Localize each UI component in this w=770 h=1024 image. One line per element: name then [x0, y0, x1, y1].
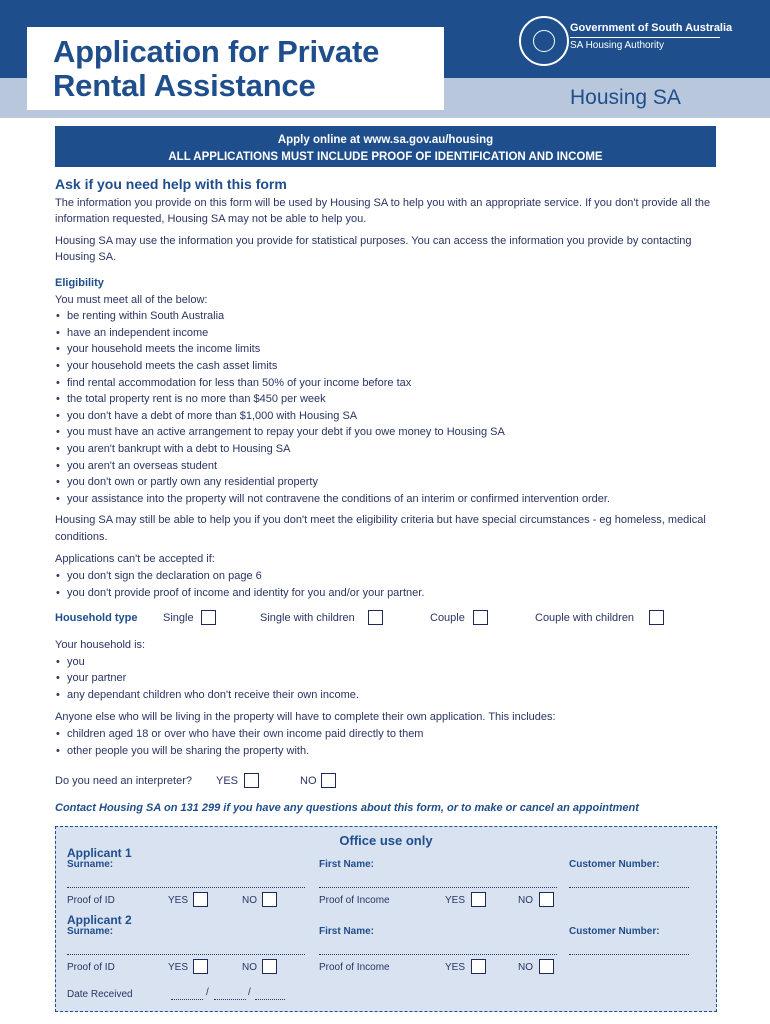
- list-item: • you don't have a debt of more than $1,000 with Housing SA: [55, 408, 720, 425]
- others-intro: Anyone else who will be living in the property will have to complete their own application. This includes:: [55, 711, 556, 724]
- rejection-intro: Applications can't be accepted if:: [55, 553, 215, 566]
- date-year-field[interactable]: [255, 999, 285, 1000]
- applicant-1-customer-line[interactable]: [569, 887, 689, 888]
- form-intro: [55, 176, 720, 601]
- eligibility-list: [55, 308, 720, 507]
- list-item: • find rental accommodation for less than 50% of your income before tax: [55, 375, 720, 392]
- gov-sub: SA Housing Authority: [570, 40, 664, 51]
- banner-line-1: Apply online at www.sa.gov.au/housing: [277, 134, 494, 146]
- applicant-2-customer-label: Customer Number:: [569, 926, 660, 937]
- interpreter-yes-checkbox[interactable]: [244, 773, 259, 788]
- help-para-1: The information you provide on this form will be used by Housing SA to help you with an appropriate service. If you don't provide all the information requested, Housing SA may not be able to help you.: [55, 196, 711, 226]
- applicant-2-proof-id-label: Proof of ID: [67, 962, 115, 973]
- applicant-1-surname-label: Surname:: [67, 859, 114, 870]
- page-title: Application for Private Rental Assistance: [53, 34, 380, 103]
- list-item: • your assistance into the property will not contravene the conditions of an interim or confirmed intervention order.: [55, 491, 720, 508]
- applicant-1-income-yes-checkbox[interactable]: [471, 892, 486, 907]
- list-item: • your household meets the cash asset limits: [55, 358, 720, 375]
- applicant-2-firstname-label: First Name:: [319, 926, 375, 937]
- applicant-1-income-yes-label: YES: [445, 895, 466, 906]
- household-type-row: [55, 610, 725, 628]
- interpreter-no-checkbox[interactable]: [321, 773, 336, 788]
- apply-banner: [55, 126, 716, 167]
- list-item: • have an independent income: [55, 325, 720, 342]
- applicant-1-surname-line[interactable]: [67, 887, 305, 888]
- list-item: • you don't own or partly own any residential property: [55, 474, 720, 491]
- single-with-children-checkbox[interactable]: [368, 610, 383, 625]
- applicant-2-id-yes-label: YES: [168, 962, 189, 973]
- applicant-2-income-yes-checkbox[interactable]: [471, 959, 486, 974]
- applicant-2-surname-line[interactable]: [67, 954, 305, 955]
- list-item: • your partner: [55, 670, 720, 687]
- list-item: • you don't sign the declaration on page 6: [55, 568, 720, 585]
- applicant-1-id-no-checkbox[interactable]: [262, 892, 277, 907]
- office-use-box: [55, 826, 717, 1012]
- interpreter-yes-label: YES: [216, 775, 239, 787]
- special-circumstances: Housing SA may still be able to help you if you don't meet the eligibility criteria but have special circumstances - eg homeless, medical conditions.: [55, 514, 706, 543]
- date-received-label: Date Received: [67, 989, 133, 1000]
- date-month-field[interactable]: [214, 999, 246, 1000]
- interpreter-question: Do you need an interpreter?: [55, 775, 192, 787]
- eligibility-intro: You must meet all of the below:: [55, 293, 208, 306]
- list-item: • your household meets the income limits: [55, 341, 720, 358]
- gov-name: Government of South Australia: [570, 22, 733, 34]
- couple-with-children-checkbox[interactable]: [649, 610, 664, 625]
- couple-checkbox[interactable]: [473, 610, 488, 625]
- date-day-field[interactable]: [171, 999, 203, 1000]
- list-item: • you must have an active arrangement to repay your debt if you owe money to Housing SA: [55, 424, 720, 441]
- applicant-1-firstname-line[interactable]: [319, 887, 557, 888]
- applicant-1-proof-income-label: Proof of Income: [319, 895, 390, 906]
- applicant-1-id-no-label: NO: [242, 895, 257, 906]
- applicant-2-id-no-checkbox[interactable]: [262, 959, 277, 974]
- applicant-1-customer-label: Customer Number:: [569, 859, 660, 870]
- applicant-2-id-yes-checkbox[interactable]: [193, 959, 208, 974]
- brand-housing-sa: Housing SA: [570, 86, 681, 109]
- applicant-2-income-no-label: NO: [518, 962, 533, 973]
- applicant-1-income-no-checkbox[interactable]: [539, 892, 554, 907]
- list-item: • you: [55, 654, 720, 671]
- interpreter-no-label: NO: [300, 775, 317, 787]
- sa-crest-icon: [519, 16, 569, 66]
- eligibility-heading: Eligibility: [55, 276, 104, 289]
- date-separator-2: /: [248, 987, 251, 998]
- option-single-children-label: Single with children: [260, 612, 355, 624]
- list-item: • you aren't bankrupt with a debt to Housing SA: [55, 441, 720, 458]
- applicant-2-proof-income-label: Proof of Income: [319, 962, 390, 973]
- help-para-2: Housing SA may use the information you provide for statistical purposes. You can access the information you provide by contacting Housing SA.: [55, 234, 692, 264]
- applicant-1-firstname-label: First Name:: [319, 859, 375, 870]
- list-item: • be renting within South Australia: [55, 308, 720, 325]
- applicant-1-proof-id-label: Proof of ID: [67, 895, 115, 906]
- list-item: • children aged 18 or over who have their own income paid directly to them: [55, 726, 720, 743]
- applicant-2-heading: Applicant 2: [67, 913, 132, 927]
- option-couple-label: Couple: [430, 612, 465, 624]
- household-intro: Your household is:: [55, 639, 146, 651]
- applicant-2-customer-line[interactable]: [569, 954, 689, 955]
- applicant-2-firstname-line[interactable]: [319, 954, 557, 955]
- office-title: Office use only: [339, 833, 433, 848]
- banner-line-2: ALL APPLICATIONS MUST INCLUDE PROOF OF IDENTIFICATION AND INCOME: [168, 151, 603, 163]
- applicant-2-id-no-label: NO: [242, 962, 257, 973]
- option-single-label: Single: [163, 612, 194, 624]
- applicant-2-income-no-checkbox[interactable]: [539, 959, 554, 974]
- help-heading: Ask if you need help with this form: [55, 176, 287, 192]
- applicant-2-surname-label: Surname:: [67, 926, 114, 937]
- applicant-1-heading: Applicant 1: [67, 846, 132, 860]
- household-info: [55, 637, 720, 759]
- applicant-1-id-yes-label: YES: [168, 895, 189, 906]
- single-checkbox[interactable]: [201, 610, 216, 625]
- rejection-list: [55, 568, 720, 601]
- option-couple-children-label: Couple with children: [535, 612, 635, 624]
- date-separator-1: /: [206, 987, 209, 998]
- applicant-1-id-yes-checkbox[interactable]: [193, 892, 208, 907]
- list-item: • the total property rent is no more than $450 per week: [55, 391, 720, 408]
- applicant-2-income-yes-label: YES: [445, 962, 466, 973]
- list-item: • other people you will be sharing the property with.: [55, 743, 720, 760]
- list-item: • you aren't an overseas student: [55, 458, 720, 475]
- interpreter-row: [55, 773, 455, 791]
- household-type-label: Household type: [55, 612, 138, 624]
- gov-rule: [570, 37, 720, 38]
- list-item: • any dependant children who don't receive their own income.: [55, 687, 720, 704]
- contact-line: Contact Housing SA on 131 299 if you have any questions about this form, or to make or cancel an appointment: [55, 802, 639, 814]
- list-item: • you don't provide proof of income and identity for you and/or your partner.: [55, 585, 720, 602]
- others-list: [55, 726, 720, 759]
- applicant-1-income-no-label: NO: [518, 895, 533, 906]
- household-list: [55, 654, 720, 704]
- title-box: [27, 27, 444, 110]
